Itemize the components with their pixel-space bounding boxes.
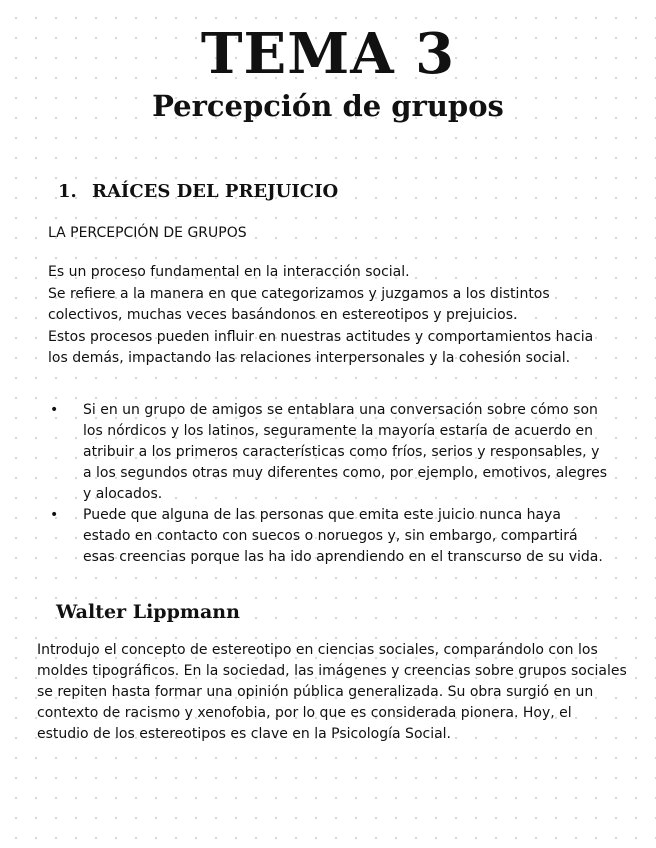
subheading: LA PERCEPCIÓN DE GRUPOS [48, 225, 247, 241]
section-number: 1. [58, 181, 77, 202]
intro-line: Es un proceso fundamental en la interacción social. [48, 264, 410, 280]
section-heading [58, 178, 338, 206]
page-subtitle: Percepción de grupos [152, 89, 504, 123]
intro-paragraph [48, 262, 608, 370]
person-paragraph: Introdujo el concepto de estereotipo en ciencias sociales, comparándolo con los moldes tipográficos. En la sociedad, las imágenes y creencias sobre grupos sociales se repiten hasta formar una opinión pública generalizada. Su obra surgió en un contexto de racismo y xenofobia, por lo que es considerada pionera. Hoy, el estudio de los estereotipos es clave en la Psicología Social. [37, 642, 627, 742]
bullet-list [48, 400, 608, 568]
section-title: RAÍCES DEL PREJUICIO [92, 181, 339, 202]
bullet-item: • Puede que alguna de las personas que emita este juicio nunca haya estado en contacto con suecos o noruegos y, sin embargo, compartirá esas creencias porque las ha ido aprendiendo en el transcurso de su vida. [48, 505, 608, 568]
intro-line: Se refiere a la manera en que categorizamos y juzgamos a los distintos colectivos, muchas veces basándonos en estereotipos y prejuicios. [48, 285, 550, 324]
intro-line: Estos procesos pueden influir en nuestras actitudes y comportamientos hacia los demás, impactando las relaciones interpersonales y la cohesión social. [48, 328, 594, 367]
bullet-item: • Si en un grupo de amigos se entablara una conversación sobre cómo son los nórdicos y los latinos, seguramente la mayoría estaría de acuerdo en atribuir a los primeros características como fríos, serios y responsables, y a los segundos otras muy diferentes como, por ejemplo, emotivos, alegres y alocados. [48, 400, 608, 505]
page-title: TEMA 3 [200, 21, 456, 87]
person-heading: Walter Lippmann [56, 601, 240, 623]
